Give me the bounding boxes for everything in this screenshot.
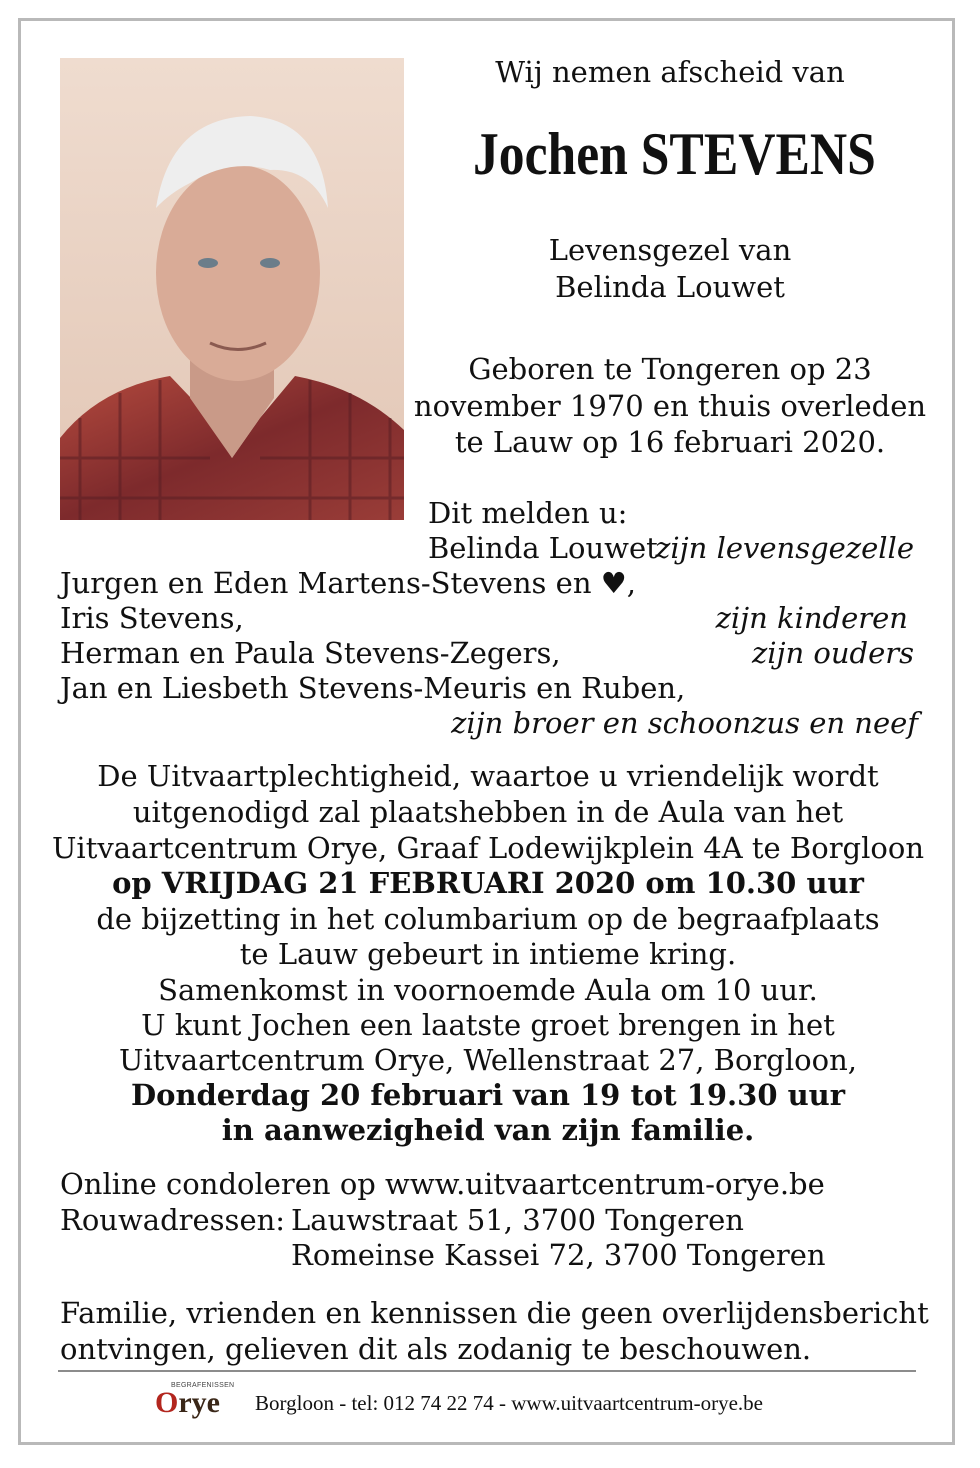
ceremony-line: te Lauw gebeurt in intieme kring.: [239, 937, 737, 971]
footer-contact: Borgloon - tel: 012 74 22 74 - www.uitvaartcentrum-orye.be: [255, 1391, 763, 1415]
footer-divider: [58, 1370, 916, 1372]
announcer-name: Iris Stevens,: [60, 601, 244, 635]
ceremony-date: op VRIJDAG 21 FEBRUARI 2020 om 10.30 uur: [112, 866, 864, 900]
ceremony-line: Uitvaartcentrum Orye, Graaf Lodewijkplein 4A te Borgloon: [51, 831, 924, 865]
partner-line-1: Levensgezel van: [548, 233, 792, 267]
announcer-relation: zijn ouders: [751, 636, 914, 670]
ceremony-line: U kunt Jochen een laatste groet brengen in het: [141, 1008, 835, 1042]
address-2: Romeinse Kassei 72, 3700 Tongeren: [291, 1238, 826, 1272]
orye-logo: [155, 1382, 235, 1422]
logo-wordmark: Orye: [155, 1386, 220, 1419]
announcer-relation: zijn levensgezelle: [655, 531, 914, 565]
closing-line-1: Familie, vrienden en kennissen die geen overlijdensbericht: [60, 1296, 929, 1330]
announcer-name: Jurgen en Eden Martens-Stevens en ♥,: [60, 566, 636, 600]
announcer-name: Belinda Louwet: [428, 531, 658, 565]
logo-small-text: BEGRAFENISSEN: [171, 1382, 235, 1389]
announcers-intro: Dit melden u:: [428, 496, 628, 530]
ceremony-line: de bijzetting in het columbarium op de begraafplaats: [96, 902, 880, 936]
announcer-name: Herman en Paula Stevens-Zegers,: [60, 636, 561, 670]
announcer-name: Jan en Liesbeth Stevens-Meuris en Ruben,: [60, 671, 686, 705]
birth-line-1: Geboren te Tongeren op 23: [468, 352, 872, 386]
closing-line-2: ontvingen, gelieven dit als zodanig te beschouwen.: [60, 1332, 812, 1366]
partner-line-2: Belinda Louwet: [555, 270, 785, 304]
birth-line-3: te Lauw op 16 februari 2020.: [454, 425, 886, 459]
ceremony-line: uitgenodigd zal plaatshebben in de Aula van het: [132, 795, 844, 829]
address-label: Rouwadressen:: [60, 1203, 286, 1237]
intro-text: Wij nemen afscheid van: [495, 55, 845, 89]
announcer-relation: zijn broer en schoonzus en neef: [451, 706, 918, 740]
ceremony-line: De Uitvaartplechtigheid, waartoe u vriendelijk wordt: [97, 759, 879, 793]
announcer-relation: zijn kinderen: [715, 601, 908, 635]
ceremony-line: Uitvaartcentrum Orye, Wellenstraat 27, Borgloon,: [119, 1043, 857, 1077]
address-1: Lauwstraat 51, 3700 Tongeren: [291, 1203, 744, 1237]
birth-line-2: november 1970 en thuis overleden: [413, 389, 927, 423]
deceased-name: Jochen STEVENS: [473, 121, 876, 187]
online-condolences: Online condoleren op www.uitvaartcentrum-orye.be: [60, 1167, 825, 1201]
visitation-note: in aanwezigheid van zijn familie.: [221, 1113, 755, 1147]
visitation-date: Donderdag 20 februari van 19 tot 19.30 uur: [130, 1078, 846, 1112]
portrait-photo: [60, 58, 404, 520]
ceremony-line: Samenkomst in voornoemde Aula om 10 uur.: [158, 973, 818, 1007]
